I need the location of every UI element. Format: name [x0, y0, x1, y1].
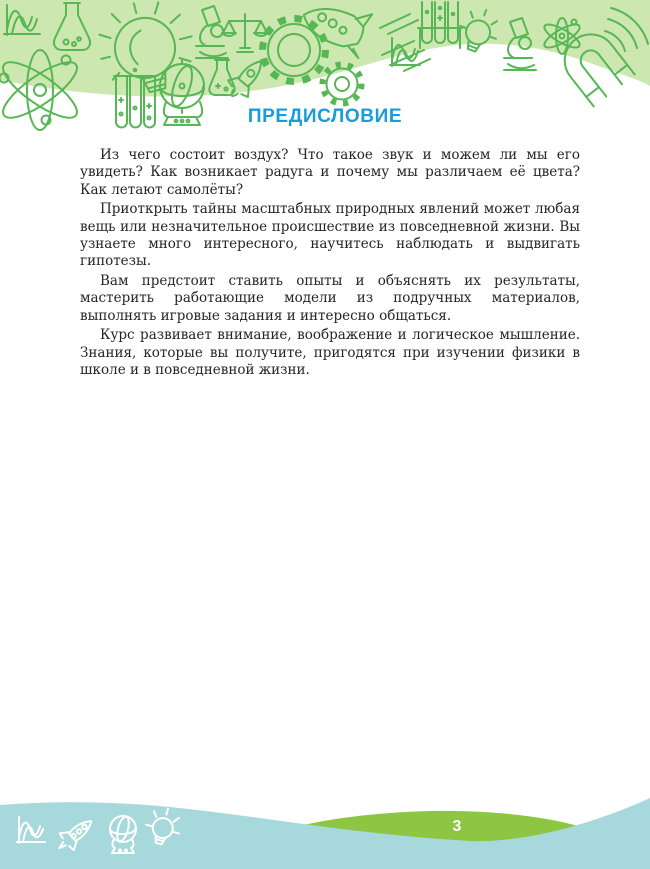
paragraph: Вам предстоит ставить опыты и объяснять их результаты, мастерить работающие модели из подручных материалов, выполнять игровые задания и интересно общаться. [80, 273, 580, 324]
header-decoration [0, 0, 650, 160]
footer-decoration [0, 779, 650, 869]
page-title: ПРЕДИСЛОВИЕ [247, 106, 403, 127]
paragraph: Курс развивает внимание, воображение и логическое мышление. Знания, которые вы получите, пригодятся при изучении физики в школе и в повседневной жизни. [80, 327, 580, 379]
preface-text [80, 147, 580, 382]
paragraph: Из чего состоит воздух? Что такое звук и можем ли мы его увидеть? Как возникает радуга и почему мы различаем её цвета? Как летают самолёты? [80, 147, 580, 198]
footer-wave-band [0, 798, 650, 869]
paragraph: Приоткрыть тайны масштабных природных явлений может любая вещь или незначительное происшествие из повседневной жизни. Вы узнаете много интересного, научитесь наблюдать и выдвигать гипотезы. [80, 201, 580, 270]
page-number: 3 [452, 818, 462, 835]
